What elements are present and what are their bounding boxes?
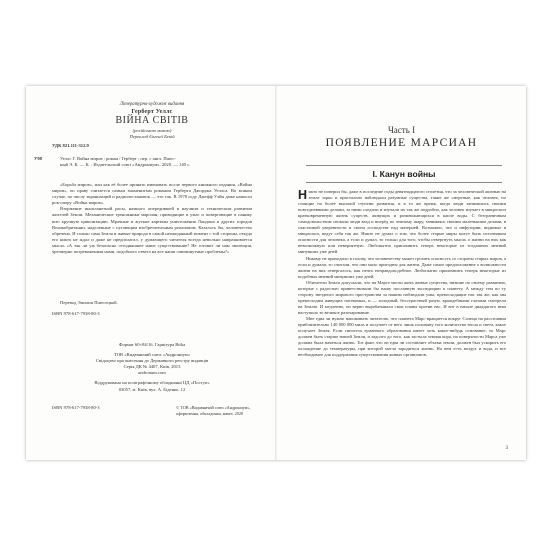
- part-label: Часть I: [387, 125, 416, 135]
- book-subtitle: (російською мовою): [132, 128, 172, 133]
- imprint-line: 03057, м. Київ, вул. А. Біденко, 12: [118, 386, 186, 392]
- left-page: [26, 86, 275, 460]
- right-page: [277, 86, 526, 460]
- udk-code: УДК 821.111-312.9: [52, 143, 89, 148]
- part-title: ПОЯВЛЕНИЕ МАРСИАН: [325, 137, 478, 149]
- annotation-paragraph: Вторжение инопланетной расы, намного опередившей в научном и техническом развитии жителей Земли. Механические треножники марсиан, приводящие в ужас и повергающие в панику всю крупную цивилизацию. Мрачные и жуткие картины уничтожения Лондона и других городов Великобритании, наделенные с пугающим изобретательным реализмом. Казалось бы, человечество обречено. И только сама Земля и живые природа в самой неожиданный момент с той стороны, откуда его никто не ждал и даже не предполагал, у думающего читателя всегда невольно напрашивается мысль «А так ли уж безопасно сегодняшнее наше существование? Не готовит ли нам эволюция, чрезмерно потревоженная нами, подобного ответа на все наши сиюминутные проблемы?»: [52, 206, 252, 255]
- isbn: ISBN 978-617-7938-80-3: [52, 311, 100, 316]
- imprint-line: ТОВ «Видавничий союз «Андрониум»: [113, 352, 191, 358]
- isbn-bottom: ISBN 978-617-7938-80-3: [52, 405, 100, 410]
- book-title: ВІЙНА СВІТІВ: [115, 115, 189, 126]
- imprint-line: andronum.com: [138, 370, 166, 376]
- translator-credit: Переклад Євгенії Бекій: [129, 134, 175, 139]
- body-paragraph: Обитатели Земли допускали, что на Марсе могли жить живые существа, низшие по своему развитию, которые с радостью приветствовали бы нашу посланную экспедицию к планету. А между тем по ту сторону звездного мирового пространства за нашим наблюдали умы, превосходящие нас так же, как мы превосходим живущих насекомых, и — холодный, бесстрастный разум, враждебными глазами смотрели на Землю. И медленно, но верно вырабатывали свои планы против нас. И вот в начале двадцатого века наступило то великое разочарование.: [298, 279, 506, 315]
- chapter-title: I. Канун войны: [306, 165, 502, 183]
- book-spread: [26, 86, 526, 460]
- annotation-paragraph: «Борьба миров», или как её более принято именовать после первого книжного издания, «Война миров», по праву считается самым знаменитым романом Герберта Джорджа Уеллса. Во всяком случае, по числу экранизаций и радиопостановок — это так. В 1978 году Джефф Уэйн даже написал рок-оперу «Война миров».: [52, 182, 252, 206]
- copyright-line: © ТОВ «Видавничий союз «Андрониум»,: [176, 405, 251, 410]
- catalog-code: У98: [34, 156, 42, 161]
- imprint-line: Формат 60×84/16. Гарнітура Bitka: [118, 342, 186, 347]
- body-paragraph: [298, 189, 506, 256]
- author-name: Герберт Уеллс: [131, 109, 173, 115]
- body-paragraph: Никому не приходило в голову, что человечеству может грозить опасность со стороны старых миров, а если и думали, то считали, что они мало пригодны для жизни. Даже самое предположение о возможности жизни на них отвергалось, как нечто неправдоподобное. Любопытно припомнить теперь некоторые из подобных мнений минувших уже дней.: [298, 255, 506, 279]
- imprint-block: [52, 342, 252, 393]
- page-number: 3: [505, 446, 508, 451]
- copyright-line: оформлення, обкладинка, макет, 2020: [176, 410, 244, 416]
- catalog-line: ный Э. К. — К. : Издательский союз «Андрониум», 2020. — 140 с.: [60, 162, 191, 168]
- body-paragraph: Мне едва ли нужно напоминать читателю, что планета Марс вращается вокруг Солнца на расстоянии приблизительно 140 000 000 миль и получает от него лишь половину того количества тепла и света, какое получает Земля. Если гипотеза туманного образования имеет хоть какое-нибудь основание, то Марс должен быть старше нашей Земли, и задолго до того, как застыла земная кора, на поверхности Марса уже должна была начаться жизнь. Тот факт, что он едва ли составляет объема земли, должен был ускорить его охлаждение до температуры, при которой могла зародиться жизнь. На нем есть воздух и вода, и все необходимое для поддержания существования живых организмов.: [298, 315, 506, 358]
- catalog-entry: [52, 156, 252, 168]
- series-label: Літературно-художнє видання: [119, 102, 185, 107]
- copyright-block: [176, 405, 256, 416]
- imprint-line: Віддруковано на поліграфічному обладнанні ЦД «Поступ»: [94, 380, 210, 386]
- catalog-line: Уеллс Г. Война миров : роман / Герберт ; пер. с англ. Пшес-: [60, 156, 176, 161]
- body-paragraph-text: икто не поверил бы, даже в последние годы девятнадцатого столетия, что за человеческой жизнью на земле зорко и пристально наблюдали разумные существа, такие же смертные, как человек, но стоящие на более высокой ступени развития, и в то же время, когда люди занимались своими повседневными делами, за ними следили и изучали их так же подробно, как человек изучает в микроскоп кратковременную жизнь существ, живущих и размножающихся в капле воды. С безграничным самодовольством сновали люди взад и вперёд по земному шару, занимаясь своими маленькими делами, в счастливой уверенности в своем господстве над материей. Возможно, что и инфузории, видимые в микроскоп, ведут себя так же. Никто не думал о том, что более старые миры могут быть источником опасности для человека, а если и думал, то только для того, чтобы отвергнуть мысль о жизни на них как невозможную или невероятную. Любопытно припомнить теперь некоторые из тогдашних мнений минувших уже дней.: [298, 189, 506, 255]
- annotation: [52, 182, 252, 255]
- cover-credit: Перевод Эмилии Пшесецкой.: [60, 300, 118, 305]
- drop-cap: Н: [298, 188, 308, 202]
- imprint-line: Свідоцтво про внесення до Державного реєстру видавців: [95, 358, 209, 364]
- imprint-line: Серія ДК № 4407, Київ, 2013: [123, 364, 181, 370]
- chapter-body: [298, 189, 506, 358]
